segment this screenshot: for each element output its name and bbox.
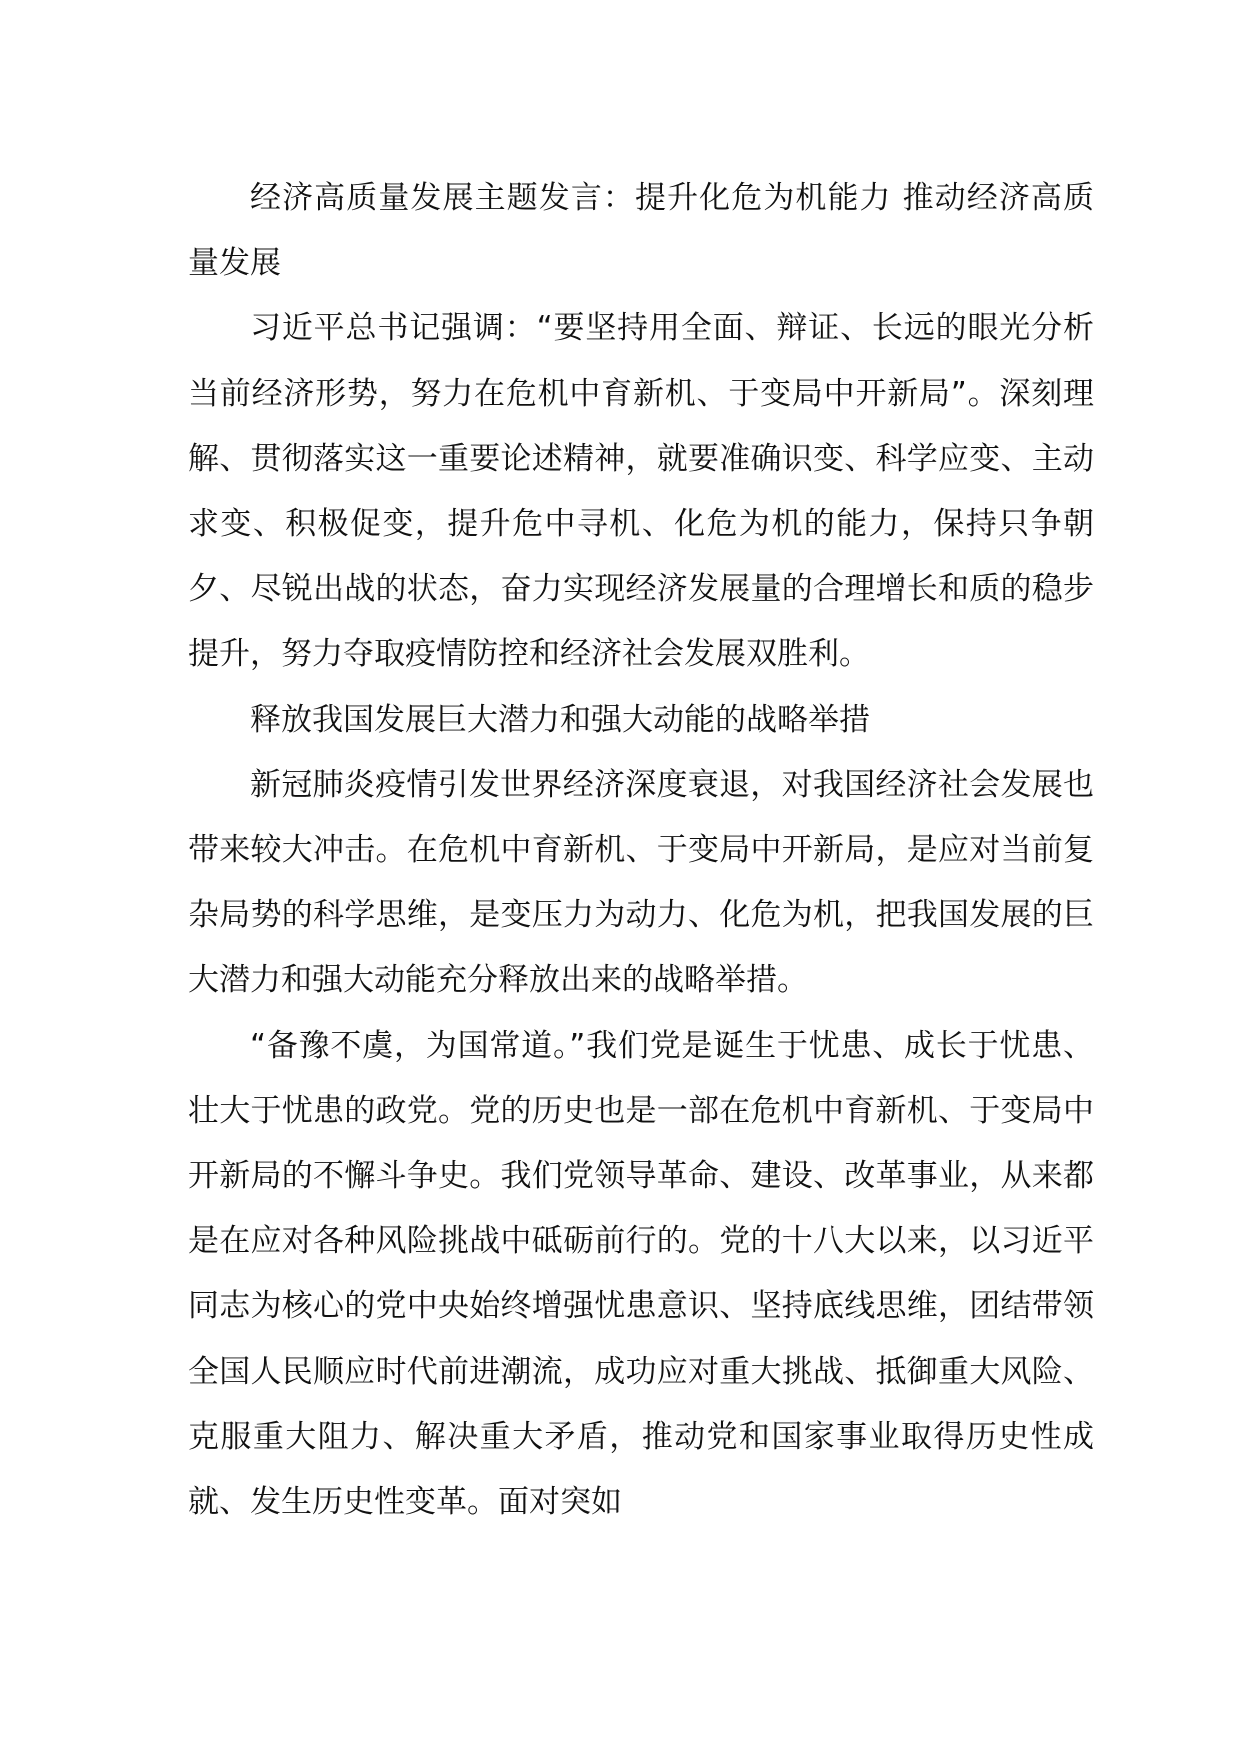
- paragraph-party-history: “备豫不虞，为国常道。”我们党是诞生于忧患、成长于忧患、壮大于忧患的政党。党的历史也是一部在危机中育新机、于变局中开新局的不懈斗争史。我们党领导革命、建设、改革事业，从来都是在应对各种风险挑战中砥砺前行的。党的十八大以来，以习近平同志为核心的党中央始终增强忧患意识、坚持底线思维，团结带领全国人民顺应时代前进潮流，成功应对重大挑战、抵御重大风险、克服重大阻力、解决重大矛盾，推动党和国家事业取得历史性成就、发生历史性变革。面对突如: [188, 1027, 1094, 1521]
- document-title: 经济高质量发展主题发言：提升化危为机能力 推动经济高质量发展: [188, 180, 1094, 282]
- section-heading: 释放我国发展巨大潜力和强大动能的战略举措: [250, 701, 870, 738]
- document-body: [188, 166, 1094, 1535]
- paragraph-quote-intro: 习近平总书记强调：“要坚持用全面、辩证、长远的眼光分析当前经济形势，努力在危机中育新机、于变局中开新局”。深刻理解、贯彻落实这一重要论述精神，就要准确识变、科学应变、主动求变、积极促变，提升危中寻机、化危为机的能力，保持只争朝夕、尽锐出战的状态，奋力实现经济发展量的合理增长和质的稳步提升，努力夺取疫情防控和经济社会发展双胜利。: [188, 310, 1094, 673]
- paragraph-pandemic-impact: 新冠肺炎疫情引发世界经济深度衰退，对我国经济社会发展也带来较大冲击。在危机中育新机、于变局中开新局，是应对当前复杂局势的科学思维，是变压力为动力、化危为机，把我国发展的巨大潜力和强大动能充分释放出来的战略举措。: [188, 766, 1094, 999]
